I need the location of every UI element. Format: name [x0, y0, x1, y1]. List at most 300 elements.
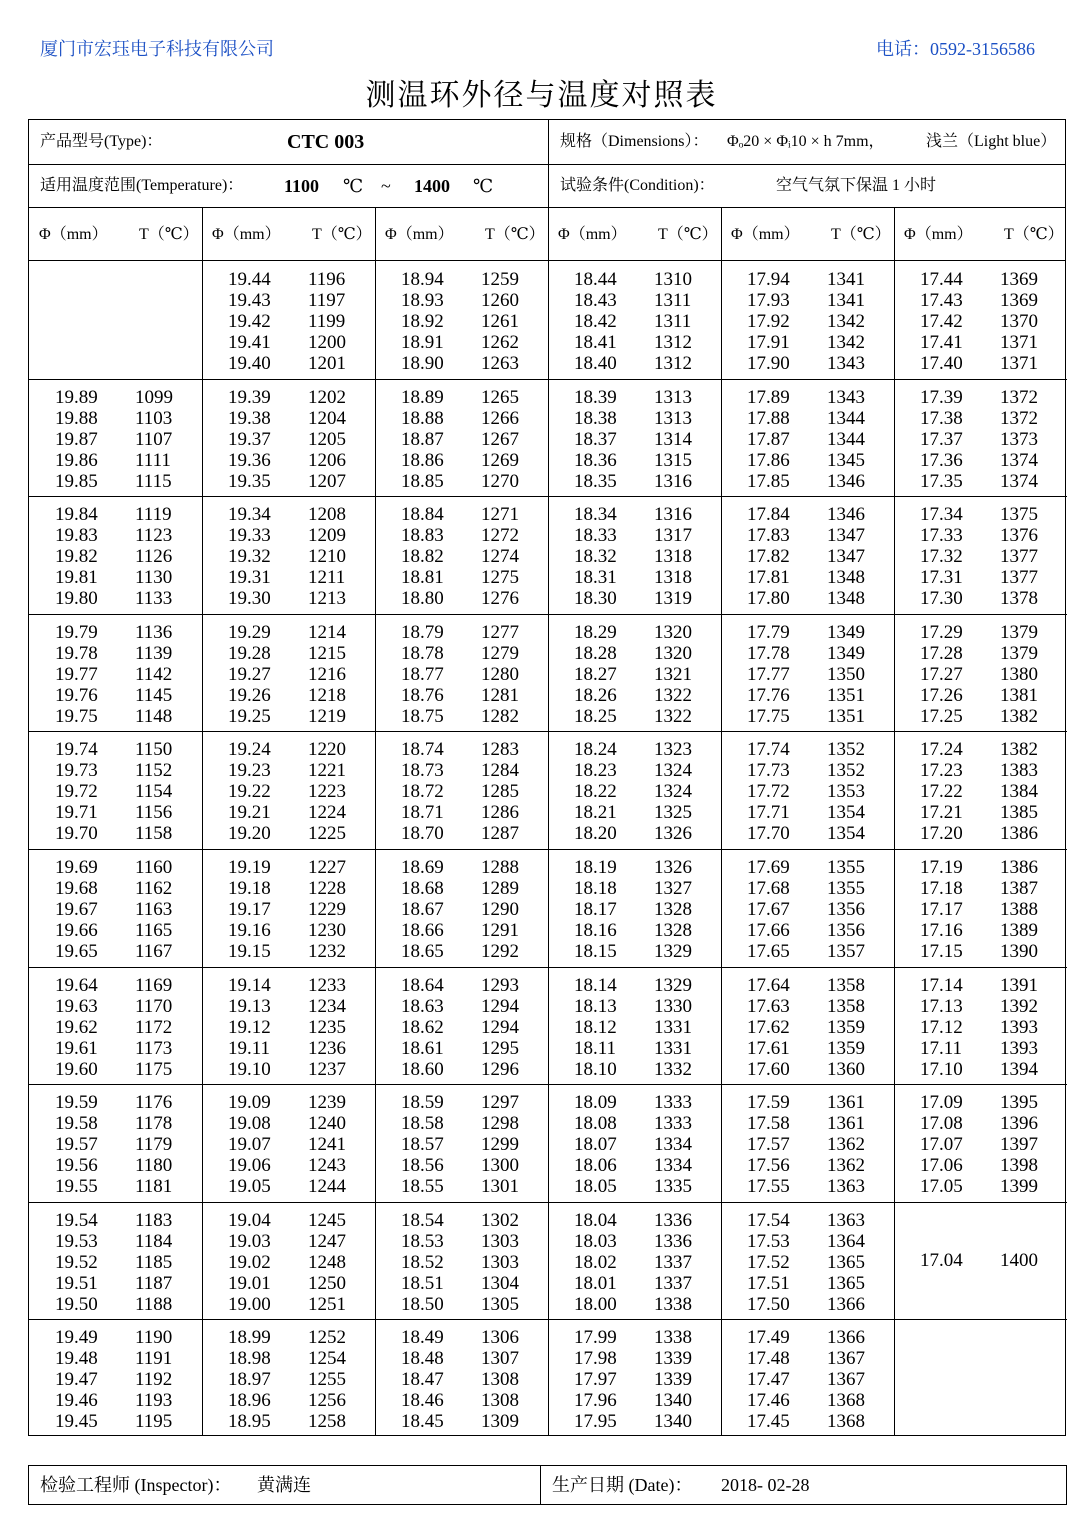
temperature-cell: 1324: [654, 760, 692, 782]
diameter-cell: 18.02: [574, 1251, 617, 1273]
diameter-cell: 18.12: [574, 1016, 617, 1038]
diameter-cell: 19.57: [55, 1134, 98, 1156]
diameter-cell: 18.05: [574, 1176, 617, 1198]
diameter-cell: 17.35: [920, 470, 963, 492]
temperature-cell: 1162: [135, 878, 173, 899]
temperature-cell: 1244: [308, 1176, 346, 1198]
column-divider: [548, 208, 549, 1435]
temperature-cell: 1196: [308, 269, 346, 290]
diameter-cell: 17.64: [747, 974, 790, 996]
temperature-cell: 1286: [481, 802, 519, 824]
diameter-cell: 19.48: [55, 1348, 98, 1370]
diameter-cell: 17.15: [920, 941, 963, 962]
diameter-cell: 18.42: [574, 311, 617, 332]
temperature-cell: 1382: [1000, 739, 1038, 761]
temperature-cell: 1248: [308, 1251, 346, 1273]
diameter-cell: 17.52: [747, 1251, 790, 1273]
temperature-cell: 1308: [481, 1390, 519, 1412]
diameter-cell: 18.72: [401, 781, 444, 803]
diameter-cell: 19.35: [228, 470, 271, 492]
temperature-cell: 1359: [827, 1016, 865, 1038]
diameter-cell: 19.05: [228, 1176, 271, 1198]
temperature-cell: 1223: [308, 781, 346, 803]
company-name: 厦门市宏珏电子科技有限公司: [40, 39, 274, 59]
diameter-cell: 17.19: [920, 857, 963, 878]
diameter-cell: 18.33: [574, 525, 617, 547]
diameter-cell: 17.70: [747, 823, 790, 845]
header-diameter: Φ（mm）: [385, 226, 454, 243]
group-divider: [202, 849, 375, 850]
diameter-cell: 17.33: [920, 525, 963, 547]
header-temperature: T（℃）: [1004, 226, 1064, 243]
temperature-cell: 1316: [654, 504, 692, 526]
temperature-cell: 1361: [827, 1092, 865, 1114]
temperature-cell: 1383: [1000, 760, 1038, 782]
temperature-cell: 1334: [654, 1155, 692, 1177]
diameter-cell: 19.10: [228, 1058, 271, 1080]
temperature-cell: 1173: [135, 1037, 173, 1059]
diameter-cell: 19.70: [55, 823, 98, 845]
diameter-cell: 18.64: [401, 974, 444, 996]
group-divider: [202, 967, 375, 968]
diameter-cell: 18.13: [574, 995, 617, 1017]
temperature-cell: 1363: [827, 1209, 865, 1231]
temperature-cell: 1386: [1000, 823, 1038, 845]
temperature-cell: 1267: [481, 428, 519, 450]
diameter-cell: 18.38: [574, 407, 617, 429]
temperature-cell: 1329: [654, 941, 692, 962]
diameter-cell: 18.75: [401, 705, 444, 727]
diameter-cell: 18.46: [401, 1390, 444, 1412]
diameter-cell: 17.95: [574, 1411, 617, 1433]
temp-separator: ~: [381, 176, 391, 196]
diameter-cell: 17.54: [747, 1209, 790, 1231]
diameter-cell: 19.32: [228, 546, 271, 568]
temperature-cell: 1348: [827, 588, 865, 610]
temperature-cell: 1260: [481, 290, 519, 311]
diameter-cell: 19.26: [228, 684, 271, 706]
temperature-cell: 1233: [308, 974, 346, 996]
diameter-cell: 17.85: [747, 470, 790, 492]
temperature-cell: 1378: [1000, 588, 1038, 610]
temperature-cell: 1115: [135, 470, 172, 492]
temperature-cell: 1210: [308, 546, 346, 568]
diameter-cell: 19.04: [228, 1209, 271, 1231]
temperature-cell: 1380: [1000, 663, 1038, 685]
temperature-cell: 1307: [481, 1348, 519, 1370]
temp-high: 1400: [414, 176, 450, 196]
group-divider: [894, 967, 1067, 968]
inspector-label: 检验工程师 (Inspector)：: [40, 1475, 232, 1495]
temp-low: 1100: [284, 176, 320, 196]
diameter-cell: 17.87: [747, 428, 790, 450]
diameter-cell: 18.98: [228, 1348, 271, 1370]
group-divider: [375, 1084, 548, 1085]
group-divider: [29, 849, 202, 850]
diameter-cell: 18.76: [401, 684, 444, 706]
temperature-cell: 1103: [135, 407, 173, 429]
phone-number: 电话：0592-3156586: [876, 39, 1035, 59]
diameter-cell: 18.30: [574, 588, 617, 610]
header-temperature: T（℃）: [312, 226, 372, 243]
diameter-cell: 18.23: [574, 760, 617, 782]
diameter-cell: 17.21: [920, 802, 963, 824]
diameter-cell: 18.61: [401, 1037, 444, 1059]
diameter-cell: 17.38: [920, 407, 963, 429]
diameter-cell: 19.78: [55, 642, 98, 664]
diameter-cell: 17.25: [920, 705, 963, 727]
temperature-cell: 1169: [135, 974, 173, 996]
temperature-cell: 1290: [481, 899, 519, 920]
temperature-cell: 1133: [135, 588, 173, 610]
group-divider: [721, 1084, 894, 1085]
temperature-cell: 1356: [827, 899, 865, 920]
diameter-cell: 19.86: [55, 449, 98, 471]
temperature-cell: 1392: [1000, 995, 1038, 1017]
diameter-cell: 17.53: [747, 1230, 790, 1252]
temperature-cell: 1339: [654, 1369, 692, 1391]
diameter-cell: 18.80: [401, 588, 444, 610]
temperature-cell: 1322: [654, 684, 692, 706]
temperature-cell: 1295: [481, 1037, 519, 1059]
group-divider: [375, 379, 548, 380]
diameter-cell: 17.32: [920, 546, 963, 568]
temperature-cell: 1216: [308, 663, 346, 685]
temperature-cell: 1232: [308, 941, 346, 962]
group-divider: [29, 1202, 202, 1203]
temperature-cell: 1288: [481, 857, 519, 878]
temperature-cell: 1333: [654, 1113, 692, 1135]
temperature-cell: 1365: [827, 1251, 865, 1273]
header-diameter: Φ（mm）: [904, 226, 973, 243]
group-divider: [721, 731, 894, 732]
temperature-cell: 1320: [654, 642, 692, 664]
temp-unit-low: ℃: [343, 176, 364, 196]
diameter-cell: 18.82: [401, 546, 444, 568]
diameter-cell: 18.77: [401, 663, 444, 685]
diameter-cell: 19.30: [228, 588, 271, 610]
group-divider: [202, 1202, 375, 1203]
diameter-cell: 19.16: [228, 920, 271, 941]
temperature-cell: 1388: [1000, 899, 1038, 920]
diameter-cell: 18.87: [401, 428, 444, 450]
temperature-cell: 1266: [481, 407, 519, 429]
temperature-cell: 1369: [1000, 269, 1038, 290]
diameter-cell: 19.23: [228, 760, 271, 782]
temperature-cell: 1207: [308, 470, 346, 492]
temperature-cell: 1361: [827, 1113, 865, 1135]
diameter-cell: 18.50: [401, 1293, 444, 1315]
header-diameter: Φ（mm）: [731, 226, 800, 243]
temperature-cell: 1261: [481, 311, 519, 332]
diameter-cell: 19.65: [55, 941, 98, 962]
temperature-cell: 1152: [135, 760, 173, 782]
temperature-cell: 1221: [308, 760, 346, 782]
diameter-cell: 17.43: [920, 290, 963, 311]
diameter-cell: 17.34: [920, 504, 963, 526]
temperature-cell: 1258: [308, 1411, 346, 1433]
temperature-cell: 1234: [308, 995, 346, 1017]
temperature-cell: 1335: [654, 1176, 692, 1198]
temperature-cell: 1243: [308, 1155, 346, 1177]
temperature-cell: 1337: [654, 1251, 692, 1273]
temperature-cell: 1269: [481, 449, 519, 471]
diameter-cell: 17.99: [574, 1327, 617, 1349]
temperature-cell: 1296: [481, 1058, 519, 1080]
temperature-cell: 1150: [135, 739, 173, 761]
diameter-cell: 17.98: [574, 1348, 617, 1370]
temperature-cell: 1271: [481, 504, 519, 526]
temperature-cell: 1311: [654, 311, 692, 332]
diameter-cell: 19.73: [55, 760, 98, 782]
diameter-cell: 18.99: [228, 1327, 271, 1349]
group-divider: [548, 849, 721, 850]
diameter-cell: 17.31: [920, 567, 963, 589]
group-divider: [375, 496, 548, 497]
diameter-cell: 17.59: [747, 1092, 790, 1114]
diameter-cell: 18.53: [401, 1230, 444, 1252]
diameter-cell: 17.93: [747, 290, 790, 311]
temperature-cell: 1397: [1000, 1134, 1038, 1156]
temperature-cell: 1322: [654, 705, 692, 727]
temperature-cell: 1355: [827, 857, 865, 878]
group-divider: [721, 379, 894, 380]
temperature-cell: 1300: [481, 1155, 519, 1177]
diameter-cell: 18.57: [401, 1134, 444, 1156]
condition-value: 空气气氛下保温 1 小时: [776, 177, 937, 194]
diameter-cell: 17.39: [920, 386, 963, 408]
temperature-cell: 1337: [654, 1272, 692, 1294]
temperature-cell: 1180: [135, 1155, 173, 1177]
diameter-cell: 19.18: [228, 878, 271, 899]
diameter-cell: 17.96: [574, 1390, 617, 1412]
diameter-cell: 18.52: [401, 1251, 444, 1273]
temperature-cell: 1348: [827, 567, 865, 589]
group-divider: [548, 1202, 721, 1203]
diameter-cell: 17.92: [747, 311, 790, 332]
temperature-cell: 1395: [1000, 1092, 1038, 1114]
temperature-cell: 1368: [827, 1390, 865, 1412]
temperature-cell: 1247: [308, 1230, 346, 1252]
diameter-cell: 19.61: [55, 1037, 98, 1059]
temperature-cell: 1277: [481, 621, 519, 643]
temperature-cell: 1358: [827, 974, 865, 996]
temperature-cell: 1178: [135, 1113, 173, 1135]
temperature-cell: 1366: [827, 1327, 865, 1349]
header-diameter: Φ（mm）: [39, 226, 108, 243]
diameter-cell: 19.44: [228, 269, 271, 290]
temperature-cell: 1229: [308, 899, 346, 920]
temperature-cell: 1187: [135, 1272, 173, 1294]
diameter-cell: 17.18: [920, 878, 963, 899]
temperature-cell: 1148: [135, 705, 173, 727]
diameter-cell: 19.20: [228, 823, 271, 845]
temperature-cell: 1331: [654, 1016, 692, 1038]
temperature-cell: 1099: [135, 386, 173, 408]
diameter-cell: 17.90: [747, 353, 790, 374]
diameter-cell: 19.27: [228, 663, 271, 685]
group-divider: [375, 849, 548, 850]
temperature-cell: 1330: [654, 995, 692, 1017]
diameter-cell: 17.40: [920, 353, 963, 374]
diameter-cell: 17.37: [920, 428, 963, 450]
temperature-cell: 1107: [135, 428, 173, 450]
diameter-cell: 18.73: [401, 760, 444, 782]
diameter-cell: 18.27: [574, 663, 617, 685]
diameter-cell: 18.74: [401, 739, 444, 761]
group-divider: [894, 1319, 1067, 1320]
group-divider: [721, 849, 894, 850]
temperature-cell: 1225: [308, 823, 346, 845]
temperature-cell: 1181: [135, 1176, 173, 1198]
diameter-cell: 18.49: [401, 1327, 444, 1349]
diameter-cell: 17.44: [920, 269, 963, 290]
diameter-cell: 17.26: [920, 684, 963, 706]
group-divider: [375, 1202, 548, 1203]
page-title: 测温环外径与温度对照表: [365, 79, 718, 112]
diameter-cell: 17.22: [920, 781, 963, 803]
temperature-cell: 1341: [827, 290, 865, 311]
temperature-cell: 1342: [827, 332, 865, 353]
temp-label: 适用温度范围(Temperature)：: [40, 177, 244, 194]
group-divider: [29, 614, 202, 615]
temperature-cell: 1328: [654, 899, 692, 920]
diameter-cell: 19.02: [228, 1251, 271, 1273]
diameter-cell: 17.07: [920, 1134, 963, 1156]
diameter-cell: 17.51: [747, 1272, 790, 1294]
temperature-cell: 1211: [308, 567, 346, 589]
temperature-cell: 1201: [308, 353, 346, 374]
temperature-cell: 1304: [481, 1272, 519, 1294]
temperature-cell: 1399: [1000, 1176, 1038, 1198]
diameter-cell: 19.08: [228, 1113, 271, 1135]
diameter-cell: 19.37: [228, 428, 271, 450]
diameter-cell: 19.15: [228, 941, 271, 962]
temperature-cell: 1344: [827, 407, 865, 429]
temperature-cell: 1343: [827, 386, 865, 408]
temperature-cell: 1259: [481, 269, 519, 290]
diameter-cell: 18.92: [401, 311, 444, 332]
temperature-cell: 1265: [481, 386, 519, 408]
temperature-cell: 1334: [654, 1134, 692, 1156]
diameter-cell: 18.48: [401, 1348, 444, 1370]
temperature-cell: 1338: [654, 1293, 692, 1315]
diameter-cell: 18.31: [574, 567, 617, 589]
diameter-cell: 17.12: [920, 1016, 963, 1038]
diameter-cell: 19.76: [55, 684, 98, 706]
temperature-cell: 1351: [827, 684, 865, 706]
diameter-cell: 18.08: [574, 1113, 617, 1135]
column-divider: [721, 208, 722, 1435]
temperature-cell: 1191: [135, 1348, 173, 1370]
diameter-cell: 17.50: [747, 1293, 790, 1315]
diameter-cell: 18.79: [401, 621, 444, 643]
diameter-cell: 18.47: [401, 1369, 444, 1391]
diameter-cell: 17.78: [747, 642, 790, 664]
diameter-cell: 18.96: [228, 1390, 271, 1412]
temperature-cell: 1385: [1000, 802, 1038, 824]
temperature-cell: 1294: [481, 1016, 519, 1038]
diameter-cell: 17.11: [920, 1037, 963, 1059]
temperature-cell: 1227: [308, 857, 346, 878]
diameter-cell: 19.09: [228, 1092, 271, 1114]
temperature-cell: 1344: [827, 428, 865, 450]
temperature-cell: 1351: [827, 705, 865, 727]
diameter-cell: 17.28: [920, 642, 963, 664]
diameter-cell: 17.20: [920, 823, 963, 845]
temperature-cell: 1321: [654, 663, 692, 685]
temperature-cell: 1326: [654, 857, 692, 878]
diameter-cell: 17.13: [920, 995, 963, 1017]
temperature-cell: 1377: [1000, 567, 1038, 589]
temperature-cell: 1293: [481, 974, 519, 996]
group-divider: [548, 1084, 721, 1085]
temperature-cell: 1346: [827, 504, 865, 526]
temperature-cell: 1354: [827, 823, 865, 845]
temperature-cell: 1394: [1000, 1058, 1038, 1080]
diameter-cell: 18.36: [574, 449, 617, 471]
temperature-cell: 1175: [135, 1058, 173, 1080]
diameter-cell: 17.71: [747, 802, 790, 824]
temperature-cell: 1119: [135, 504, 172, 526]
diameter-cell: 18.85: [401, 470, 444, 492]
temperature-cell: 1391: [1000, 974, 1038, 996]
lookup-table: [28, 207, 1066, 1436]
diameter-cell: 18.89: [401, 386, 444, 408]
info-panel: [28, 119, 1066, 207]
temperature-cell: 1202: [308, 386, 346, 408]
temperature-cell: 1281: [481, 684, 519, 706]
temperature-cell: 1299: [481, 1134, 519, 1156]
temperature-cell: 1331: [654, 1037, 692, 1059]
group-divider: [548, 379, 721, 380]
diameter-cell: 19.28: [228, 642, 271, 664]
temperature-cell: 1353: [827, 781, 865, 803]
group-divider: [202, 1319, 375, 1320]
diameter-cell: 19.88: [55, 407, 98, 429]
temperature-cell: 1199: [308, 311, 346, 332]
temperature-cell: 1311: [654, 290, 692, 311]
diameter-cell: 17.81: [747, 567, 790, 589]
diameter-cell: 19.55: [55, 1176, 98, 1198]
diameter-cell: 18.04: [574, 1209, 617, 1231]
diameter-cell: 17.14: [920, 974, 963, 996]
group-divider: [29, 379, 202, 380]
temperature-cell: 1347: [827, 546, 865, 568]
diameter-cell: 19.53: [55, 1230, 98, 1252]
diameter-cell: 17.55: [747, 1176, 790, 1198]
temperature-cell: 1142: [135, 663, 173, 685]
group-divider: [202, 379, 375, 380]
diameter-cell: 18.90: [401, 353, 444, 374]
temperature-cell: 1163: [135, 899, 173, 920]
diameter-cell: 18.41: [574, 332, 617, 353]
diameter-cell: 18.22: [574, 781, 617, 803]
diameter-cell: 18.20: [574, 823, 617, 845]
temperature-cell: 1302: [481, 1209, 519, 1231]
diameter-cell: 18.86: [401, 449, 444, 471]
temperature-cell: 1303: [481, 1251, 519, 1273]
header-temperature: T（℃）: [485, 226, 545, 243]
temperature-cell: 1371: [1000, 332, 1038, 353]
diameter-cell: 17.08: [920, 1113, 963, 1135]
diameter-cell: 18.14: [574, 974, 617, 996]
temperature-cell: 1362: [827, 1155, 865, 1177]
temperature-cell: 1185: [135, 1251, 173, 1273]
temperature-cell: 1341: [827, 269, 865, 290]
diameter-cell: 18.71: [401, 802, 444, 824]
temperature-cell: 1371: [1000, 353, 1038, 374]
